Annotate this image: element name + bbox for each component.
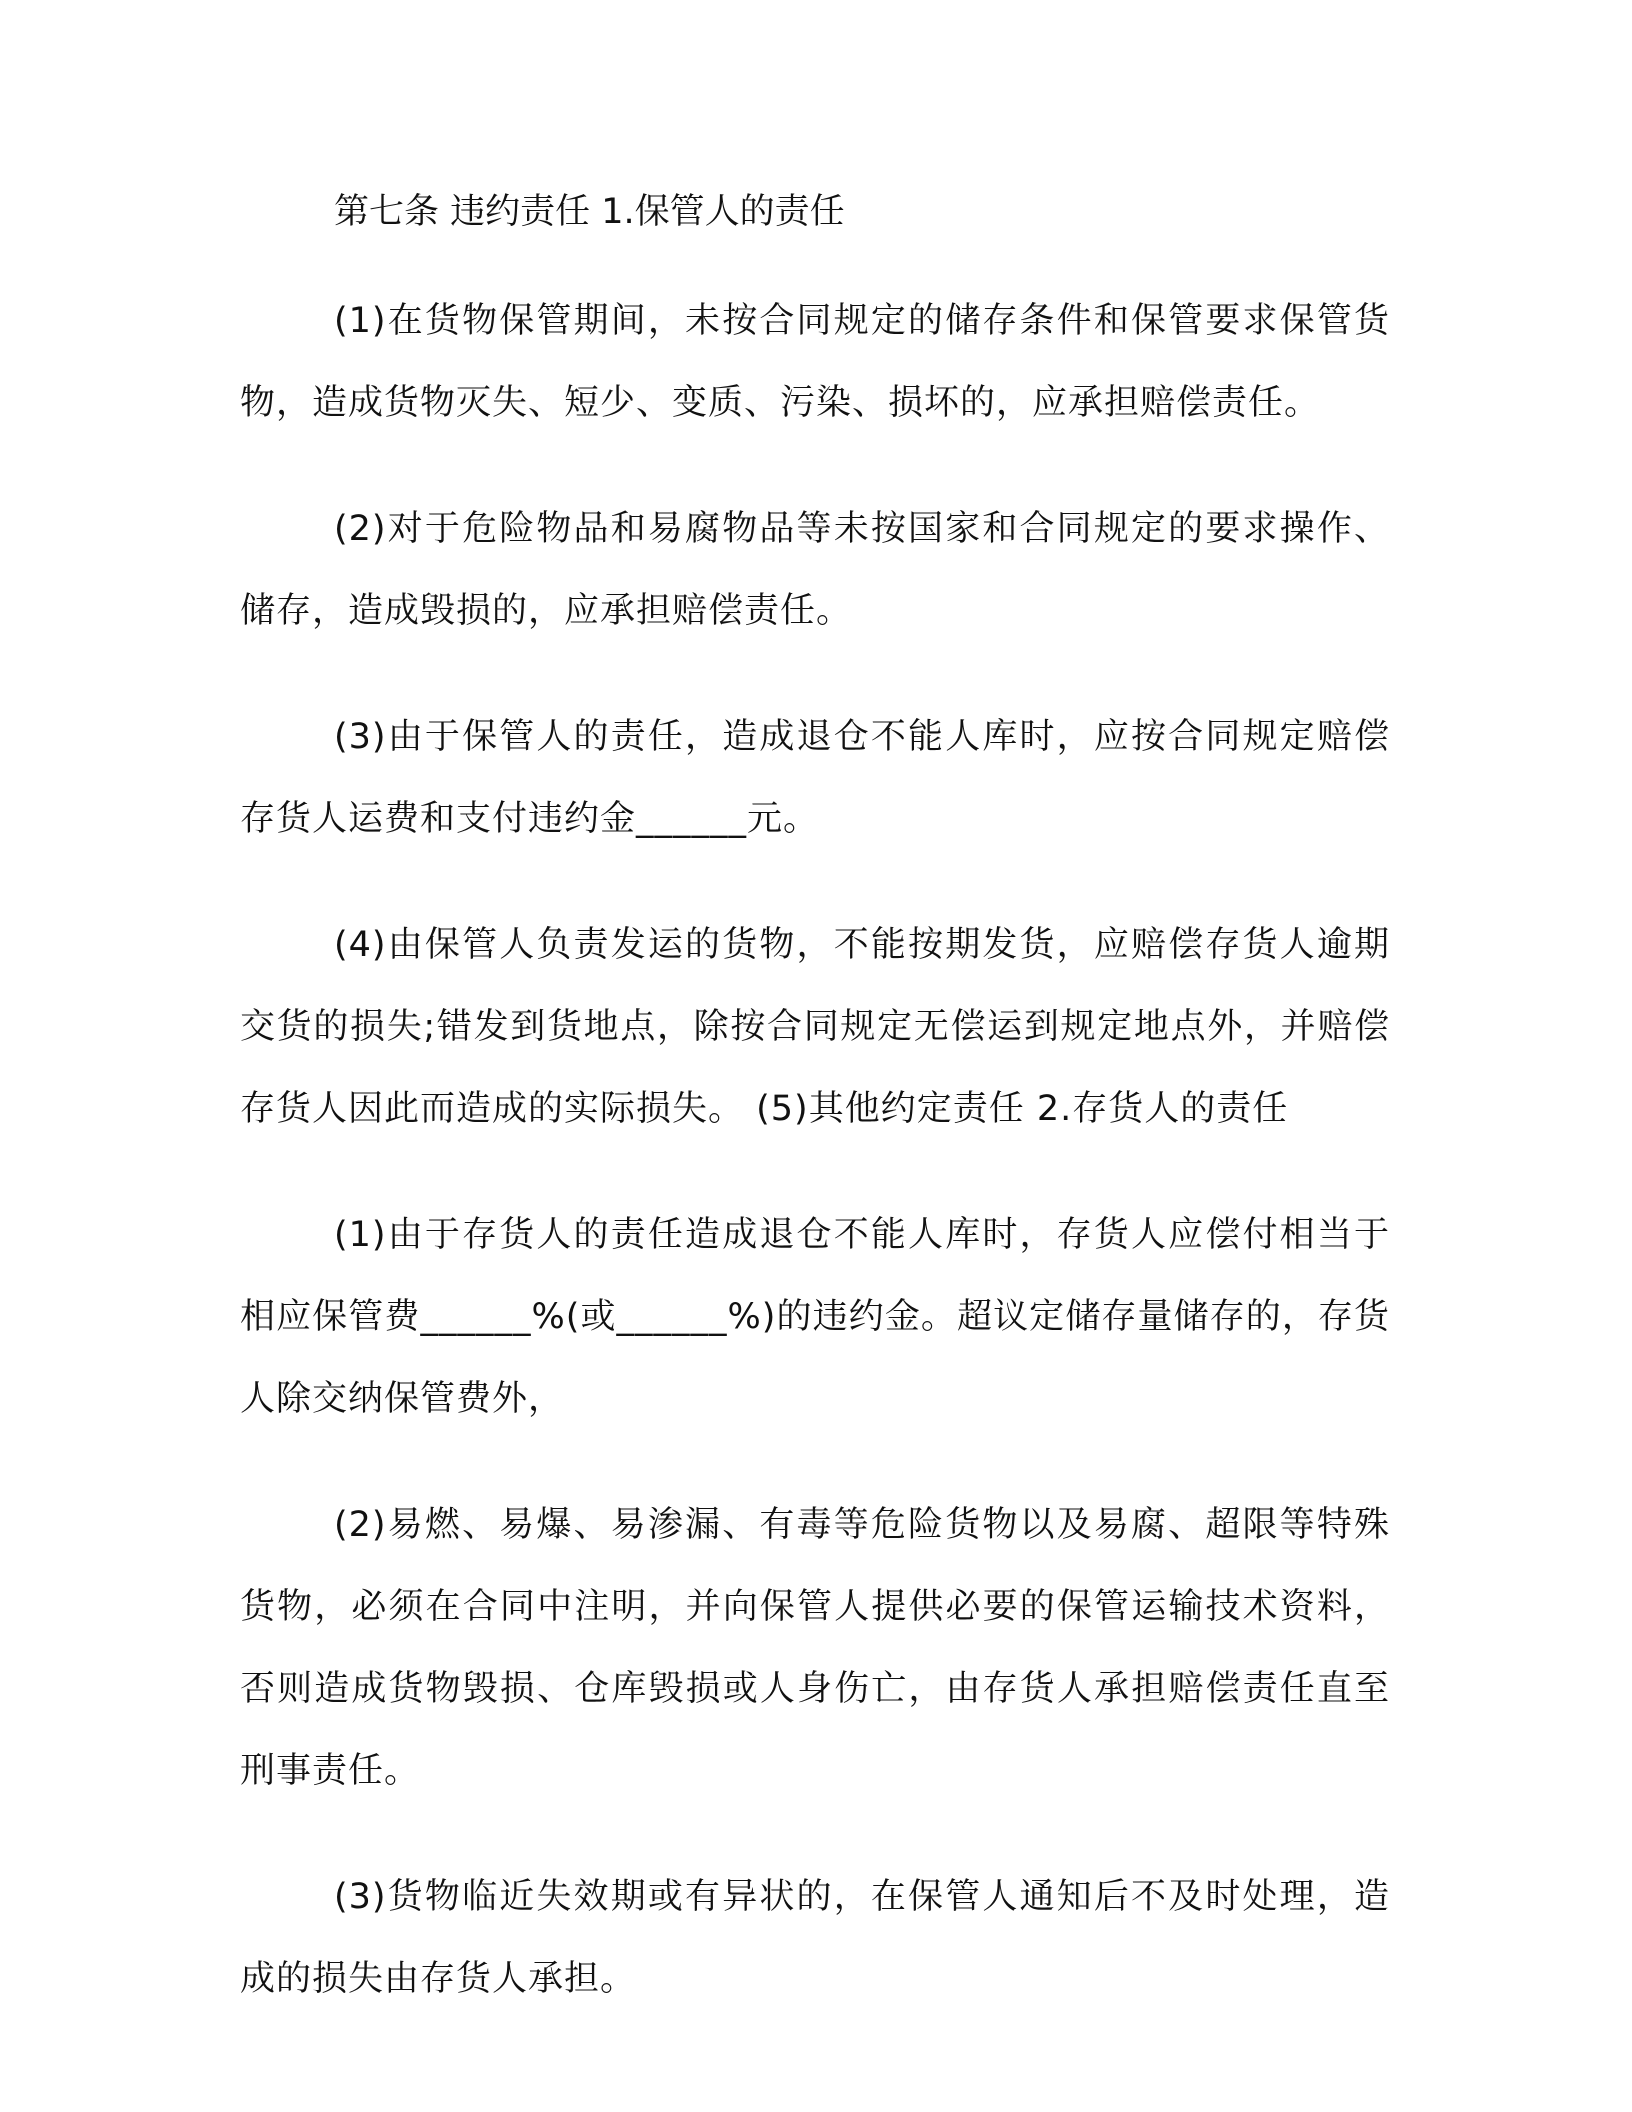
document-page: [240, 188, 1390, 2064]
paragraph-5: (1)由于存货人的责任造成退仓不能人库时，存货人应偿付相当于相应保管费______%(或______%)的违约金。超议定储存量储存的，存货人除交纳保管费外，: [240, 1215, 1390, 1419]
article-heading: 第七条 违约责任 1.保管人的责任: [334, 192, 845, 232]
paragraph-7: (3)货物临近失效期或有异状的，在保管人通知后不及时处理，造成的损失由存货人承担。: [240, 1877, 1390, 1999]
paragraph-1: (1)在货物保管期间，未按合同规定的储存条件和保管要求保管货物，造成货物灭失、短少、变质、污染、损坏的，应承担赔偿责任。: [240, 301, 1390, 423]
paragraph-2: (2)对于危险物品和易腐物品等未按国家和合同规定的要求操作、储存，造成毁损的，应承担赔偿责任。: [240, 509, 1390, 631]
paragraph-3: (3)由于保管人的责任，造成退仓不能人库时，应按合同规定赔偿存货人运费和支付违约金______元。: [240, 717, 1390, 839]
paragraph-6: (2)易燃、易爆、易渗漏、有毒等危险货物以及易腐、超限等特殊货物，必须在合同中注明，并向保管人提供必要的保管运输技术资料，否则造成货物毁损、仓库毁损或人身伤亡，由存货人承担赔偿责任直至刑事责任。: [240, 1505, 1390, 1791]
paragraph-4: (4)由保管人负责发运的货物，不能按期发货，应赔偿存货人逾期交货的损失;错发到货地点，除按合同规定无偿运到规定地点外，并赔偿存货人因此而造成的实际损失。 (5)其他约定责任 2.存货人的责任: [240, 925, 1390, 1129]
